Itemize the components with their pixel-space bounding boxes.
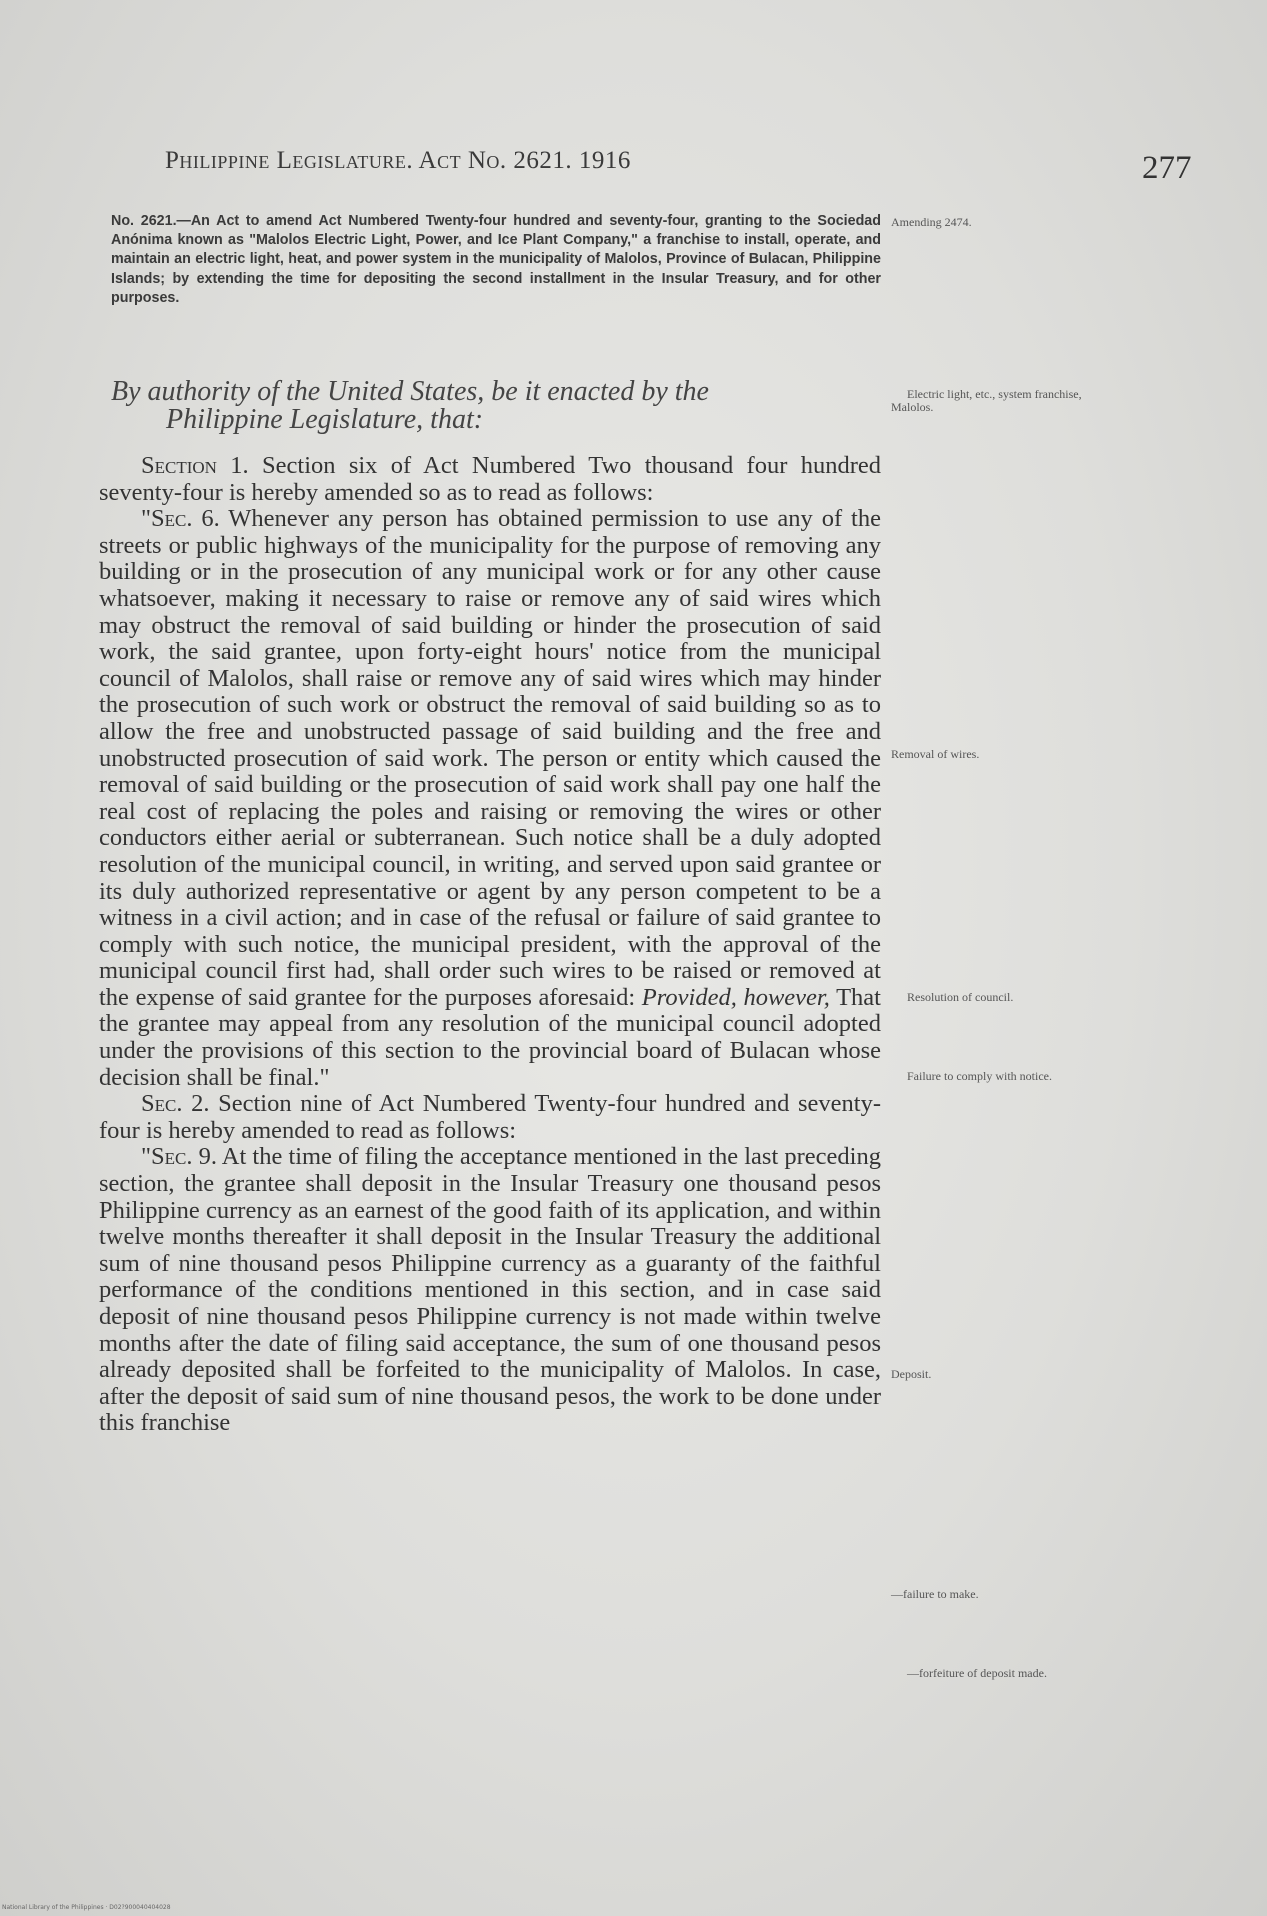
page-number: 277	[1142, 150, 1192, 186]
enacting-clause-line-2: Philippine Legislature, that:	[166, 404, 484, 435]
sec-6-proviso: Provided, however,	[641, 983, 830, 1011]
section-2-text: Section nine of Act Numbered Twenty-four hundred and seventy-four is hereby amended to read as follows:	[99, 1090, 881, 1144]
act-title: No. 2621.—An Act to amend Act Numbered Twenty-four hundred and seventy-four, granting to the Sociedad Anónima known as "Malolos Electric Light, Power, and Ice Plant Company," a franchise to install, operate, and maintain an electric light, heat, and power system in the municipality of Malolos, Province of Bulacan, Philippine Islands; by extending the time for depositing the second installment in the Insular Treasury, and for other purposes.	[111, 213, 881, 306]
section-2-label: Sec. 2.	[141, 1090, 210, 1118]
section-1-paragraph	[99, 453, 881, 506]
margin-note-failure-make: —failure to make.	[891, 1587, 979, 1601]
sec-6-paragraph	[99, 506, 881, 1091]
body-text	[99, 453, 881, 1437]
sec-9-paragraph	[99, 1144, 881, 1437]
margin-note-franchise: Electric light, etc., system franchise, Malolos.	[891, 387, 1082, 414]
margin-note-failure-comply: Failure to comply with notice.	[907, 1069, 1052, 1083]
enacting-clause	[111, 378, 881, 434]
margin-note-resolution: Resolution of council.	[907, 990, 1014, 1004]
enacting-clause-line-1: By authority of the United States, be it enacted by the	[111, 376, 709, 407]
margin-note-forfeiture: —forfeiture of deposit made.	[907, 1666, 1047, 1680]
running-head: Philippine Legislature. Act No. 2621. 1916	[165, 147, 631, 174]
sec-9-text: At the time of filing the acceptance mentioned in the last preceding section, the grantee shall deposit in the Insular Treasury one thousand pesos Philippine currency as an earnest of the good faith of its application, and within twelve months thereafter it shall deposit in the Insular Treasury the additional sum of nine thousand pesos Philippine currency as a guaranty of the faithful performance of the conditions mentioned in this section, and in case said deposit of nine thousand pesos Philippine currency is not made within twelve months after the date of filing said acceptance, the sum of one thousand pesos already deposited shall be forfeited to the municipality of Malolos. In case, after the deposit of said sum of nine thousand pesos, the work to be done under this franchise	[99, 1143, 881, 1437]
section-1-text: Section six of Act Numbered Two thousand four hundred seventy-four is hereby amended so as to read as follows:	[99, 452, 881, 506]
sec-6-text: Whenever any person has obtained permission to use any of the streets or public highways of the municipality for the purpose of removing any building or in the prosecution of any municipal work or for any other cause whatsoever, making it necessary to raise or remove any of said wires which may obstruct the removal of said building or hinder the prosecution of said work, the said grantee, upon forty-eight hours' notice from the municipal council of Malolos, shall raise or remove any of said wires which may hinder the prosecution of such work or obstruct the removal of said building so as to allow the free and unobstructed passage of said building and the free and unobstructed prosecution of said work. The person or entity which caused the removal of said building or the prosecution of said work shall pay one half the real cost of replacing the poles and raising or removing the wires or other conductors either aerial or subterranean. Such notice shall be a duly adopted resolution of the municipal council, in writing, and served upon said grantee or its duly authorized representative or agent by any person competent to be a witness in a civil action; and in case of the refusal or failure of said grantee to comply with such notice, the municipal president, with the approval of the municipal council first had, shall order such wires to be raised or removed at the expense of said grantee for the purposes aforesaid:	[99, 505, 881, 1011]
margin-note-removal: Removal of wires.	[891, 747, 980, 761]
section-2-paragraph	[99, 1091, 881, 1144]
section-1-label: Section 1.	[141, 452, 249, 479]
margin-note-deposit: Deposit.	[891, 1367, 932, 1381]
sec-6-end: That the grantee may appeal from any resolution of the municipal council adopted under the provisions of this section to the provincial board of Bulacan whose decision shall be final."	[99, 983, 881, 1091]
library-stamp: National Library of the Philippines · D02?900040404028	[2, 1904, 171, 1911]
sec-6-label: "Sec. 6.	[141, 505, 220, 533]
margin-note-amending: Amending 2474.	[891, 215, 972, 229]
sec-9-label: "Sec. 9.	[141, 1143, 217, 1171]
